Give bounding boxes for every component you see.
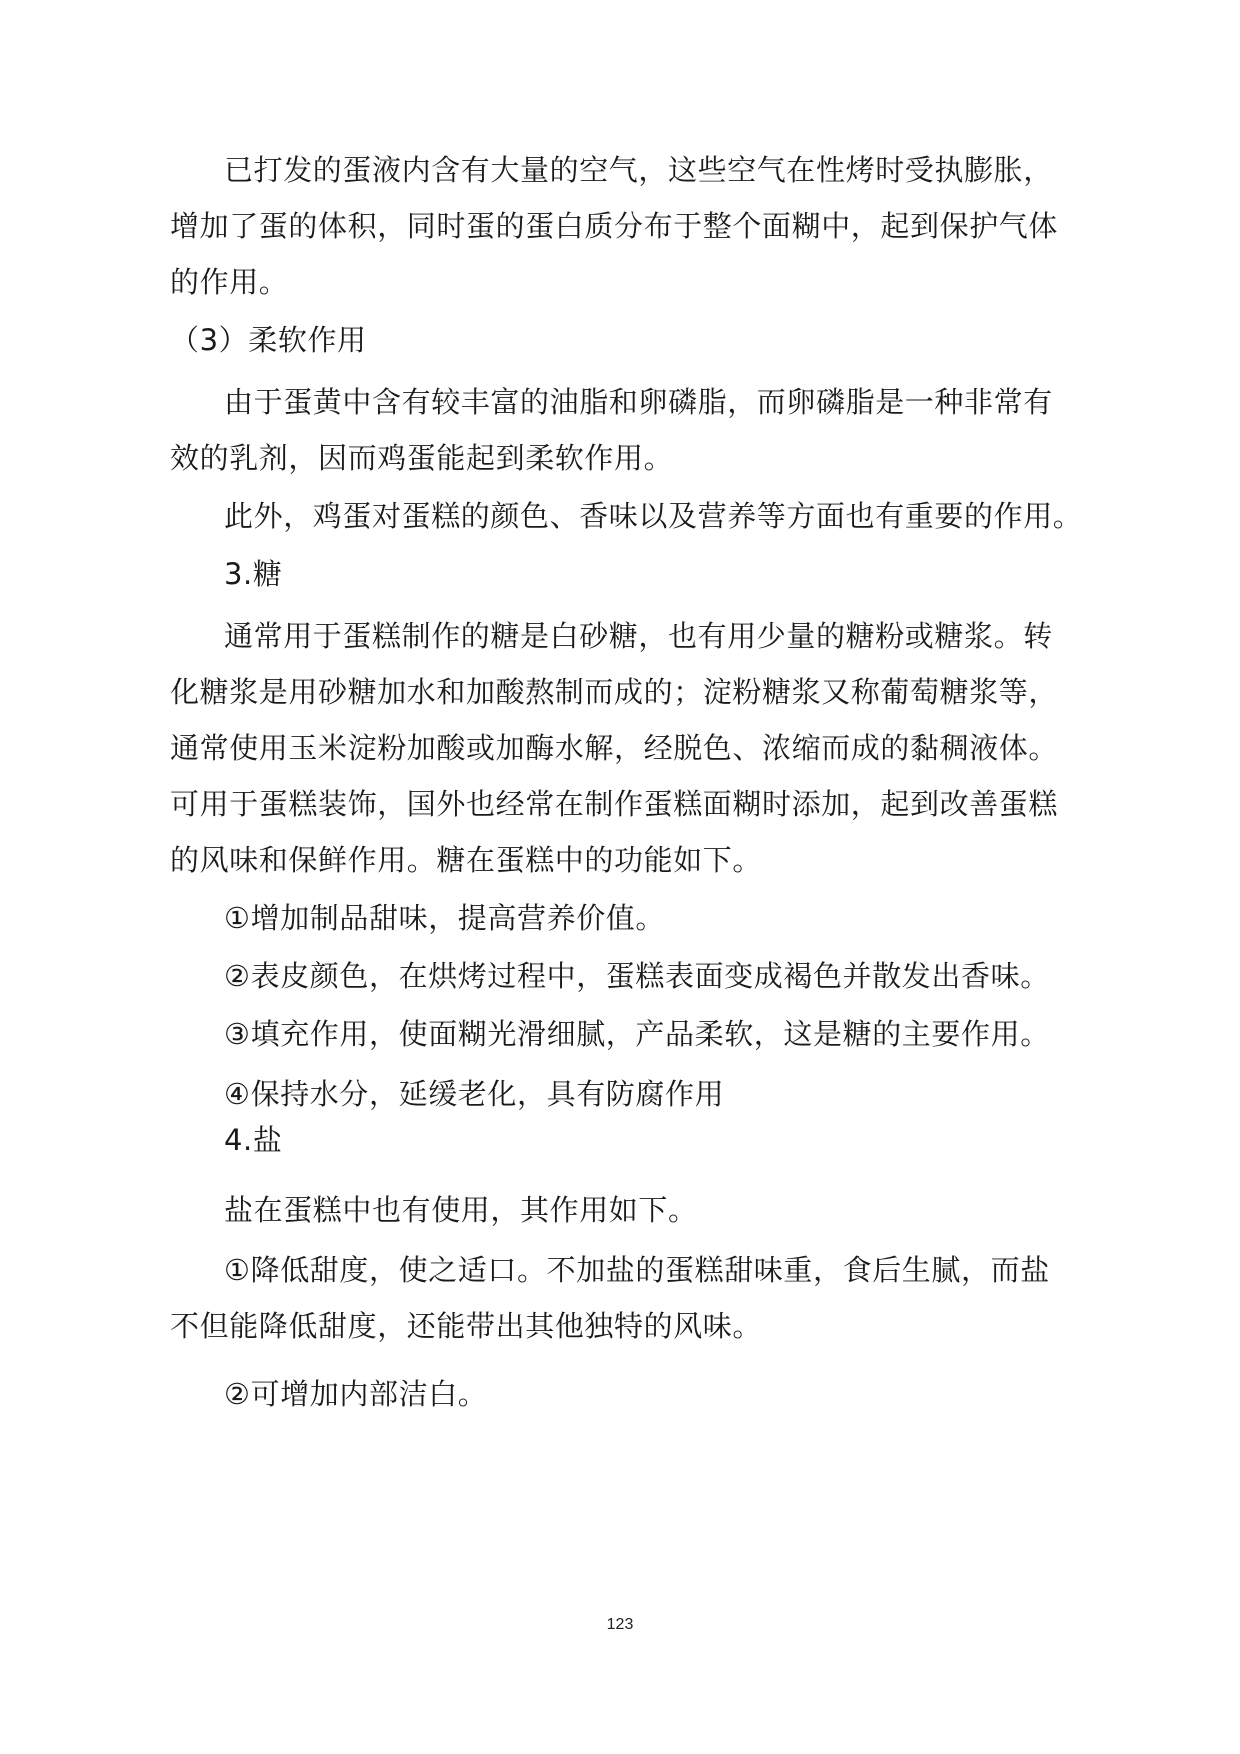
page-number: 123 bbox=[606, 1616, 634, 1633]
list-item-continuation: 不但能降低甜度，还能带出其他独特的风味。 bbox=[170, 1309, 763, 1343]
list-item: ③填充作用，使面糊光滑细腻，产品柔软，这是糖的主要作用。 bbox=[224, 1017, 1050, 1051]
section-heading: 4.盐 bbox=[224, 1123, 283, 1157]
list-item: ②表皮颜色，在烘烤过程中，蛋糕表面变成褐色并散发出香味。 bbox=[224, 959, 1050, 993]
paragraph-line: 化糖浆是用砂糖加水和加酸熬制而成的；淀粉糖浆又称葡萄糖浆等， bbox=[170, 675, 1059, 709]
section-heading: 3.糖 bbox=[224, 557, 283, 591]
list-item: ②可增加内部洁白。 bbox=[224, 1377, 488, 1411]
list-item: ①降低甜度，使之适口。不加盐的蛋糕甜味重，食后生腻，而盐 bbox=[224, 1253, 1050, 1287]
paragraph-line: 通常使用玉米淀粉加酸或加酶水解，经脱色、浓缩而成的黏稠液体。 bbox=[170, 731, 1059, 765]
list-item: ④保持水分，延缓老化，具有防腐作用 bbox=[224, 1077, 725, 1111]
paragraph-line: 可用于蛋糕装饰，国外也经常在制作蛋糕面糊时添加，起到改善蛋糕 bbox=[170, 787, 1059, 821]
paragraph-line: 已打发的蛋液内含有大量的空气，这些空气在性烤时受执膨胀， bbox=[224, 153, 1053, 187]
paragraph-line: 的风味和保鲜作用。糖在蛋糕中的功能如下。 bbox=[170, 843, 763, 877]
list-item: ①增加制品甜味，提高营养价值。 bbox=[224, 901, 665, 935]
paragraph-line: 盐在蛋糕中也有使用，其作用如下。 bbox=[224, 1193, 698, 1227]
paragraph-line: 通常用于蛋糕制作的糖是白砂糖，也有用少量的糖粉或糖浆。转 bbox=[224, 619, 1053, 653]
paragraph-line: 增加了蛋的体积，同时蛋的蛋白质分布于整个面糊中，起到保护气体 bbox=[170, 209, 1059, 243]
paragraph-line: 的作用。 bbox=[170, 265, 289, 299]
section-heading: （3）柔软作用 bbox=[170, 323, 367, 357]
paragraph-line: 效的乳剂，因而鸡蛋能起到柔软作用。 bbox=[170, 441, 674, 475]
paragraph-line: 此外，鸡蛋对蛋糕的颜色、香味以及营养等方面也有重要的作用。 bbox=[224, 499, 1083, 533]
paragraph-line: 由于蛋黄中含有较丰富的油脂和卵磷脂，而卵磷脂是一种非常有 bbox=[224, 385, 1053, 419]
